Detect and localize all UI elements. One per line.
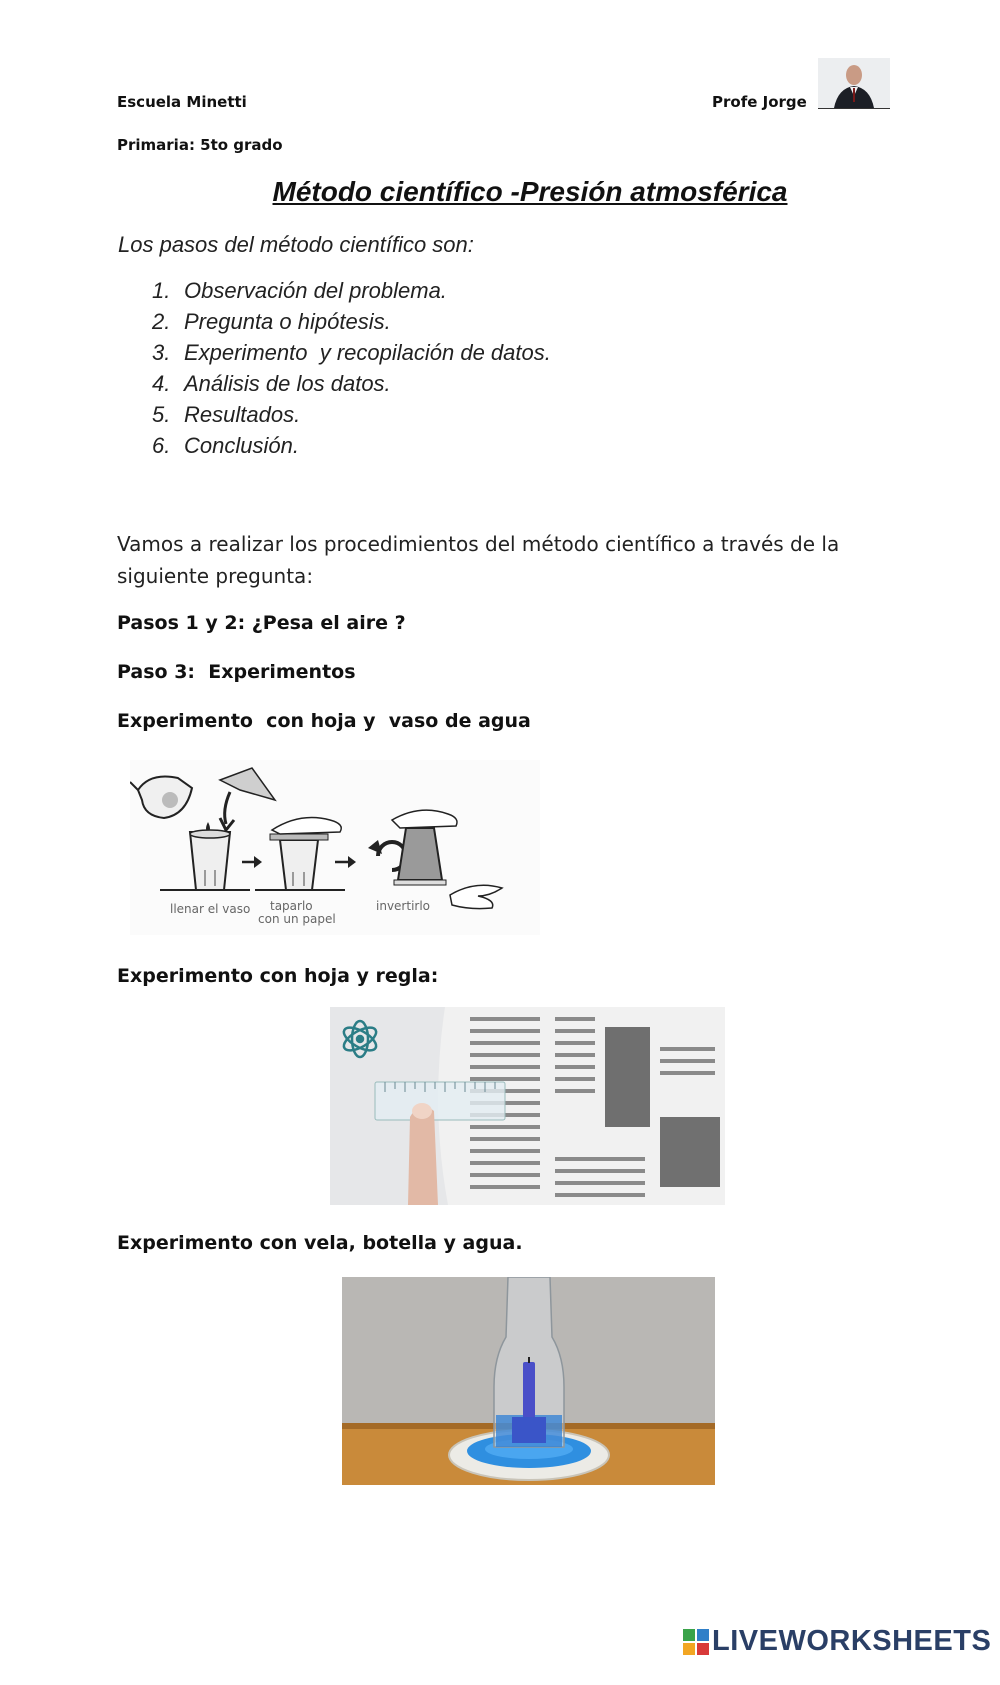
grade-label: Primaria: 5to grado <box>117 136 283 154</box>
heading-steps-1-2: Pasos 1 y 2: ¿Pesa el aire ? <box>117 612 406 634</box>
heading-experiment-3: Experimento con vela, botella y agua. <box>117 1232 523 1254</box>
list-item: 2. Pregunta o hipótesis. <box>152 309 391 334</box>
heading-step-3: Paso 3: Experimentos <box>117 661 356 683</box>
caption-cover-paper-2: con un papel <box>258 912 336 926</box>
caption-cover-paper-1: taparlo <box>270 899 313 913</box>
list-item: 5. Resultados. <box>152 402 301 427</box>
list-item: 1. Observación del problema. <box>152 278 447 303</box>
caption-fill-glass: llenar el vaso <box>170 902 251 916</box>
school-name: Escuela Minetti <box>117 93 247 111</box>
caption-invert: invertirlo <box>376 899 431 913</box>
glass-paper-illustration <box>130 760 540 935</box>
brand-name: LIVEWORKSHEETS <box>712 1625 992 1657</box>
liveworksheets-logo-icon <box>683 1629 709 1655</box>
list-item: 3. Experimento y recopilación de datos. <box>152 340 551 365</box>
heading-experiment-1: Experimento con hoja y vaso de agua <box>117 710 531 732</box>
liveworksheets-brand <box>683 1625 991 1658</box>
teacher-photo <box>818 58 890 109</box>
list-item: 6. Conclusión. <box>152 433 299 458</box>
candle-bottle-water-photo <box>342 1277 715 1485</box>
teacher-name: Profe Jorge <box>712 93 807 111</box>
newspaper-ruler-photo <box>330 1007 725 1205</box>
page-title: Método científico -Presión atmosférica <box>272 176 788 207</box>
list-item: 4. Análisis de los datos. <box>152 371 391 396</box>
intro-paragraph: Vamos a realizar los procedimientos del método científico a través de la siguiente pregunta: <box>117 532 840 588</box>
intro-text: Los pasos del método científico son: <box>118 232 474 257</box>
method-steps-list <box>152 278 551 464</box>
heading-experiment-2: Experimento con hoja y regla: <box>117 965 439 987</box>
